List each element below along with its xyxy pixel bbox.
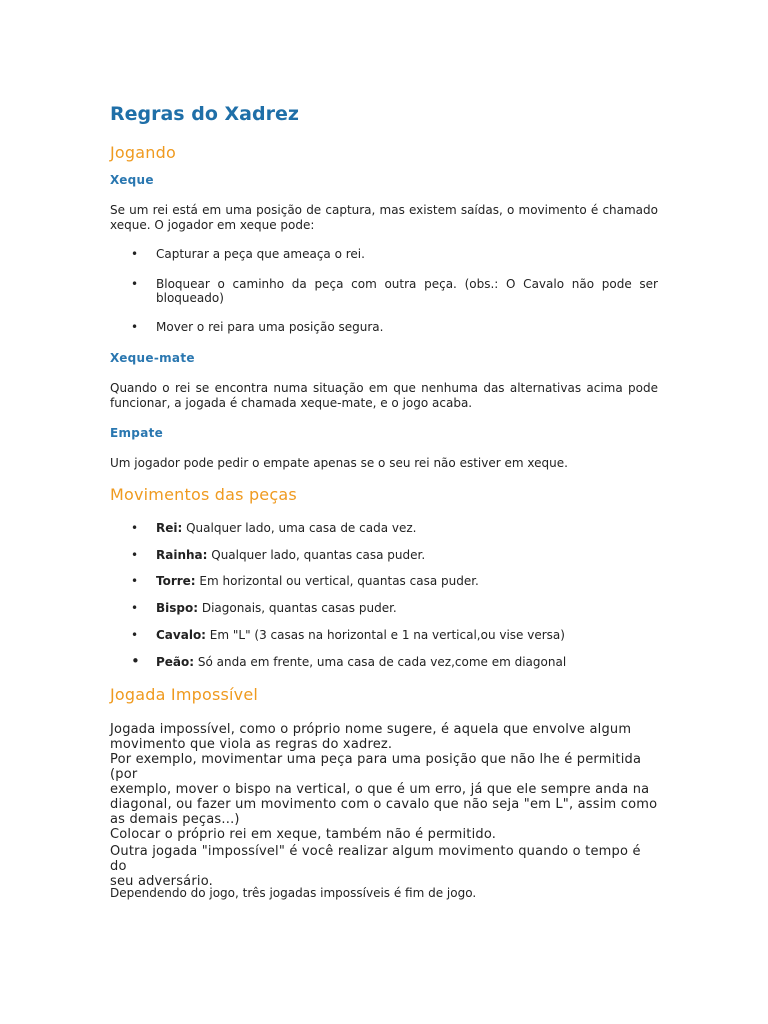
text-line: seu adversário. [110, 874, 213, 889]
impossivel-paragraph-2 [110, 844, 658, 889]
impossivel-paragraph-3: Dependendo do jogo, três jogadas impossíveis é fim de jogo. [110, 886, 477, 900]
page-title: Regras do Xadrez [110, 103, 299, 125]
text-line: Outra jogada "impossível" é você realizar algum movimento quando o tempo é do [110, 844, 641, 874]
list-item [110, 652, 658, 670]
bullet-icon: • [131, 277, 139, 291]
piece-name: Bispo: [156, 601, 199, 615]
subheading-xeque: Xeque [110, 173, 154, 187]
bullet-icon: • [131, 652, 140, 670]
piece-description: Diagonais, quantas casas puder. [198, 601, 397, 615]
impossivel-paragraph-1 [110, 722, 658, 842]
subheading-empate: Empate [110, 426, 164, 440]
bullet-icon: • [131, 320, 139, 334]
piece-name: Peão: [156, 655, 195, 669]
list-item [110, 320, 658, 334]
piece-description: Em horizontal ou vertical, quantas casa puder. [195, 574, 479, 588]
bullet-icon: • [131, 628, 139, 642]
list-item-text: Bloquear o caminho da peça com outra peça. (obs.: O Cavalo não pode ser bloqueado) [156, 277, 658, 305]
list-item [110, 574, 658, 588]
text-line: Por exemplo, movimentar uma peça para uma posição que não lhe é permitida (por [110, 752, 642, 782]
bullet-icon: • [131, 574, 139, 588]
piece-description: Só anda em frente, uma casa de cada vez,come em diagonal [194, 655, 567, 669]
piece-description: Qualquer lado, quantas casa puder. [207, 548, 426, 562]
xeque-mate-paragraph: Quando o rei se encontra numa situação em que nenhuma das alternativas acima pode funcionar, a jogada é chamada xeque-mate, e o jogo acaba. [110, 381, 658, 410]
text-line: Jogada impossível, como o próprio nome sugere, é aquela que envolve algum [110, 722, 632, 737]
subheading-xeque-mate: Xeque-mate [110, 351, 195, 365]
bullet-icon: • [131, 247, 139, 261]
bullet-icon: • [131, 548, 139, 562]
list-item-text: Mover o rei para uma posição segura. [156, 320, 384, 334]
piece-name: Torre: [156, 574, 196, 588]
section-heading-impossivel: Jogada Impossível [110, 685, 259, 704]
piece-description: Em "L" (3 casas na horizontal e 1 na vertical,ou vise versa) [205, 628, 565, 642]
list-item [110, 628, 658, 642]
text-line: exemplo, mover o bispo na vertical, o que é um erro, já que ele sempre anda na [110, 782, 650, 797]
list-item [110, 548, 658, 562]
list-item [110, 601, 658, 615]
list-item [110, 277, 658, 305]
text-line: Colocar o próprio rei em xeque, também não é permitido. [110, 827, 497, 842]
piece-description: Qualquer lado, uma casa de cada vez. [182, 521, 417, 535]
empate-paragraph: Um jogador pode pedir o empate apenas se o seu rei não estiver em xeque. [110, 456, 568, 470]
piece-name: Cavalo: [156, 628, 206, 642]
text-line: movimento que viola as regras do xadrez. [110, 737, 393, 752]
text-line: diagonal, ou fazer um movimento com o cavalo que não seja "em L", assim como [110, 797, 658, 812]
list-item [110, 521, 658, 535]
piece-name: Rei: [156, 521, 183, 535]
section-heading-movimentos: Movimentos das peças [110, 485, 297, 504]
section-heading-jogando: Jogando [110, 143, 176, 162]
text-line: as demais peças...) [110, 812, 240, 827]
xeque-paragraph: Se um rei está em uma posição de captura, mas existem saídas, o movimento é chamado xeque. O jogador em xeque pode: [110, 203, 658, 232]
bullet-icon: • [131, 601, 139, 615]
list-item [110, 247, 658, 261]
bullet-icon: • [131, 521, 139, 535]
piece-name: Rainha: [156, 548, 208, 562]
list-item-text: Capturar a peça que ameaça o rei. [156, 247, 365, 261]
